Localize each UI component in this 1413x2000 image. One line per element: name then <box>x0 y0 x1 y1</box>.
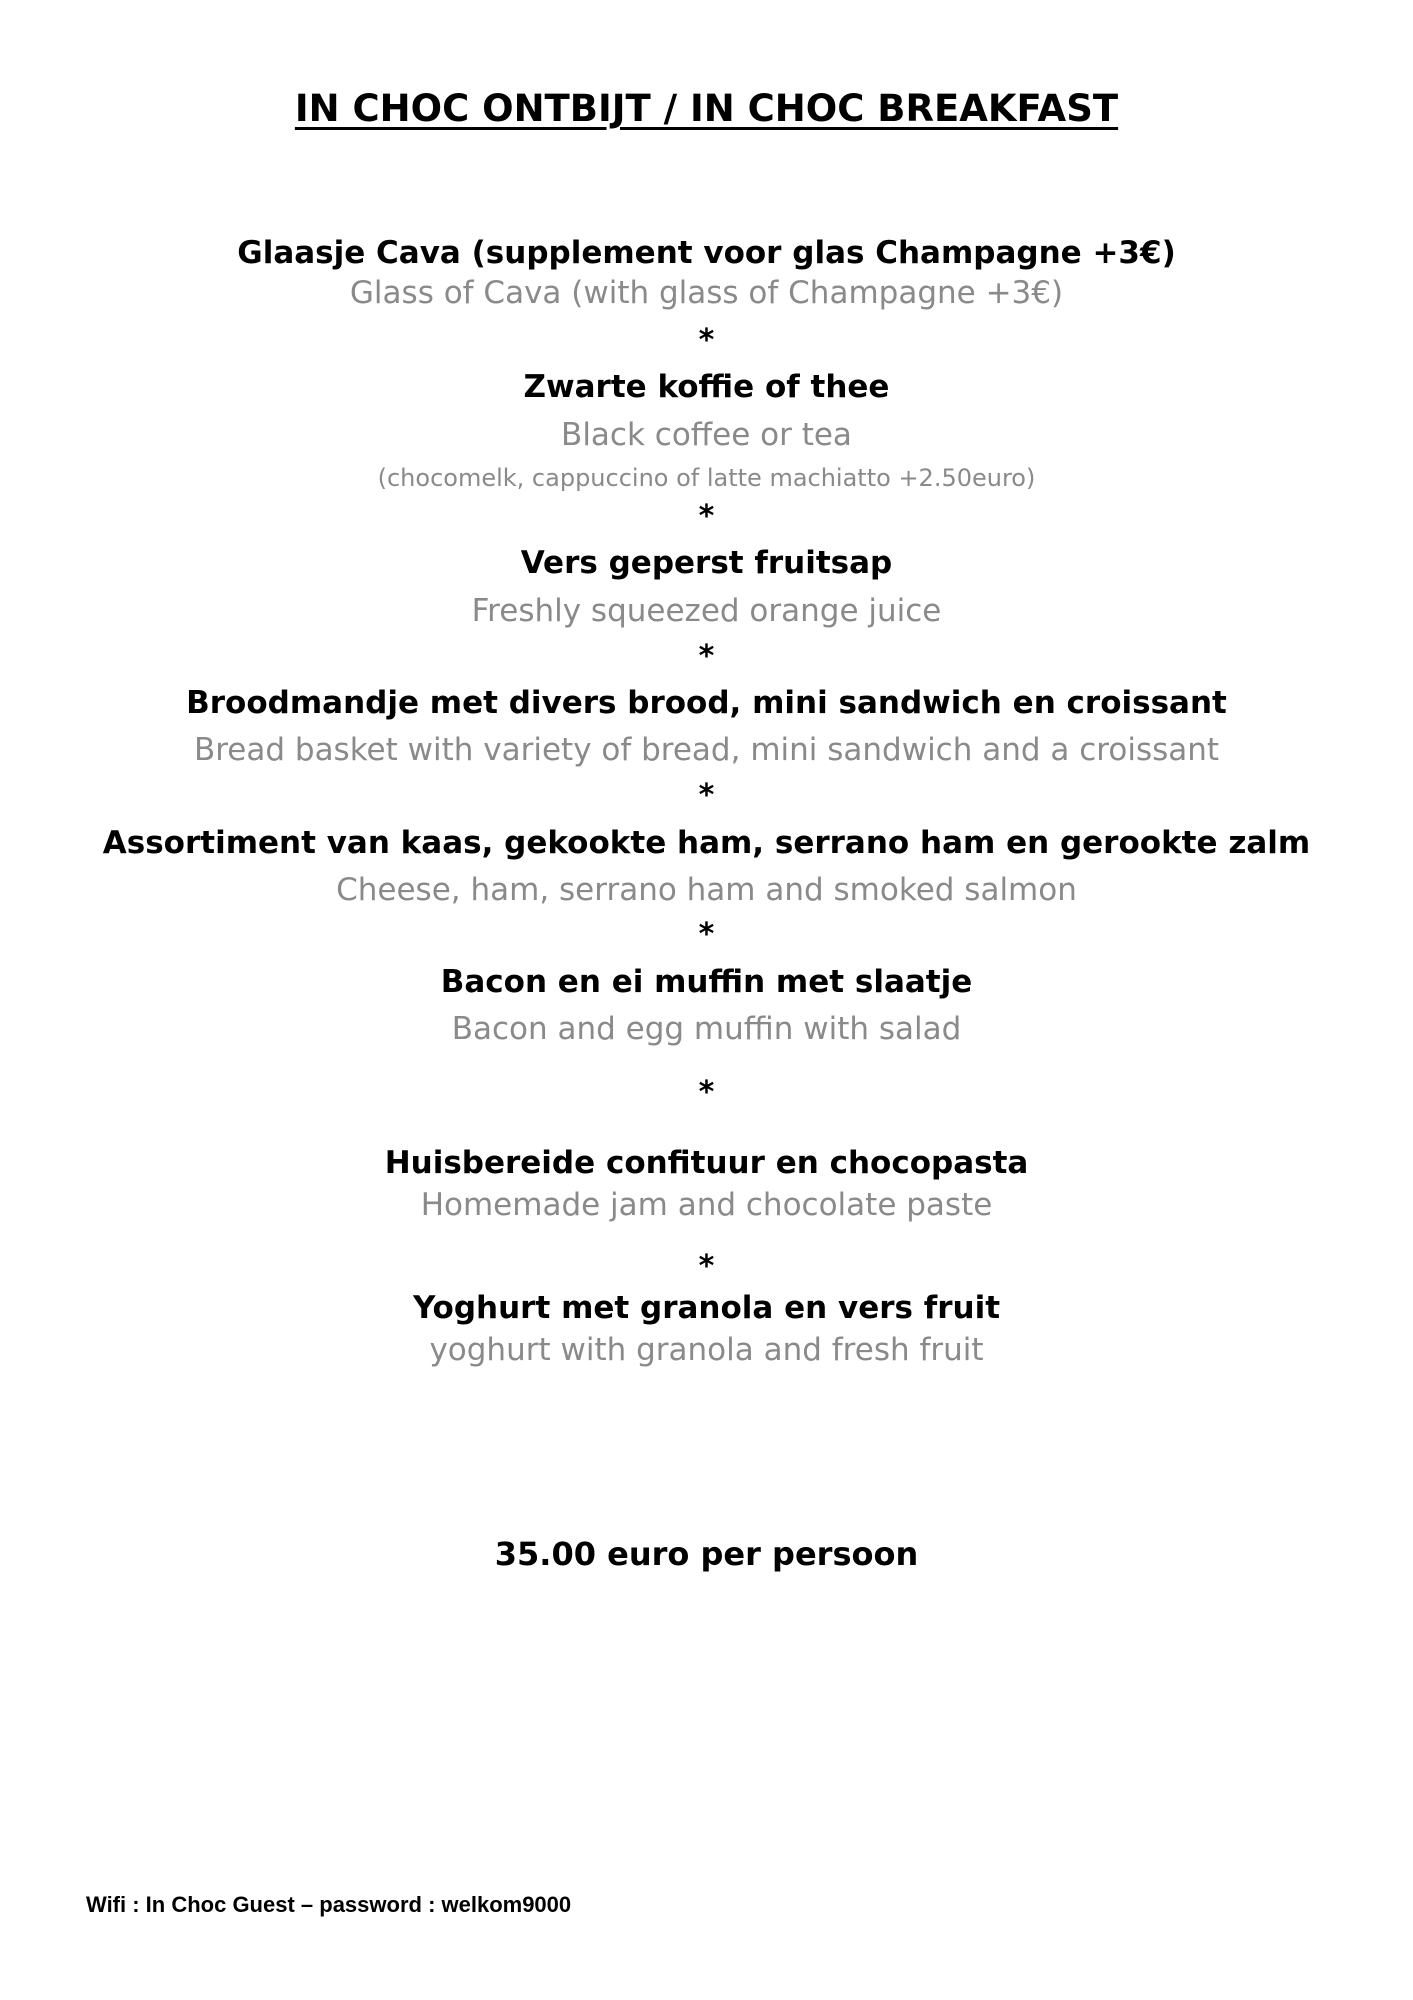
item-1-dutch: Glaasje Cava (supplement voor glas Champagne +3€) <box>237 235 1176 271</box>
wifi-info: Wifi : In Choc Guest – password : welkom9000 <box>86 1892 572 1917</box>
separator-star: * <box>698 1075 715 1110</box>
item-3-dutch: Vers geperst fruitsap <box>520 545 893 581</box>
item-6-dutch: Bacon en ei muffin met slaatje <box>440 964 973 1000</box>
item-5-english: Cheese, ham, serrano ham and smoked salmon <box>336 872 1077 908</box>
item-7-english: Homemade jam and chocolate paste <box>420 1187 993 1223</box>
item-8-dutch: Yoghurt met granola en vers fruit <box>412 1290 1001 1326</box>
separator-star: * <box>698 639 715 674</box>
item-2-english: Black coffee or tea <box>561 417 852 453</box>
menu-title: IN CHOC ONTBIJT / IN CHOC BREAKFAST <box>294 87 1119 130</box>
separator-star: * <box>698 778 715 813</box>
item-8-english: yoghurt with granola and fresh fruit <box>429 1332 984 1368</box>
item-5-dutch: Assortiment van kaas, gekookte ham, serrano ham en gerookte zalm <box>102 825 1311 861</box>
separator-star: * <box>698 499 715 534</box>
item-1-english: Glass of Cava (with glass of Champagne +3€) <box>349 275 1064 311</box>
item-7-dutch: Huisbereide confituur en chocopasta <box>384 1145 1029 1181</box>
separator-star: * <box>698 323 715 358</box>
item-2-note: (chocomelk, cappuccino of latte machiatto +2.50euro) <box>377 464 1036 492</box>
separator-star: * <box>698 917 715 952</box>
item-3-english: Freshly squeezed orange juice <box>471 593 942 629</box>
item-4-dutch: Broodmandje met divers brood, mini sandwich en croissant <box>186 685 1227 721</box>
item-6-english: Bacon and egg muffin with salad <box>451 1011 962 1047</box>
price-per-person: 35.00 euro per persoon <box>494 1535 919 1573</box>
separator-star: * <box>698 1249 715 1284</box>
item-2-dutch: Zwarte koffie of thee <box>523 369 890 405</box>
item-4-english: Bread basket with variety of bread, mini sandwich and a croissant <box>193 732 1220 768</box>
